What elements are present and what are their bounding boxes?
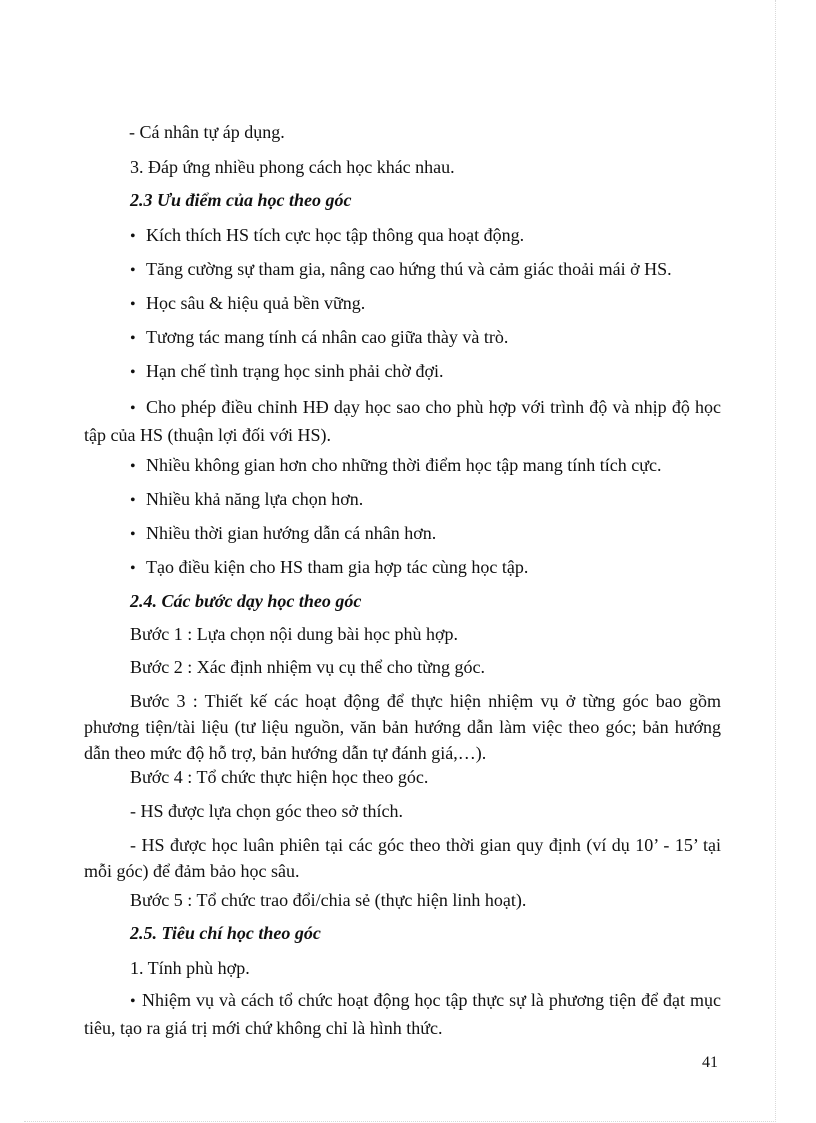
bullet-item: • Cho phép điều chỉnh HĐ dạy học sao cho phù hợp với trình độ và nhịp độ học tập của HS (thuận lợi đối với HS). xyxy=(84,397,721,445)
bullet-item: • Nhiều thời gian hướng dẫn cá nhân hơn. xyxy=(130,523,437,543)
bullet-icon: • xyxy=(130,993,136,1010)
bullet-icon: • xyxy=(130,330,136,347)
bullet-icon: • xyxy=(130,400,136,417)
bullet-icon: • xyxy=(130,492,136,509)
step-line: Bước 1 : Lựa chọn nội dung bài học phù hợp. xyxy=(130,624,458,644)
bullet-item: • Nhiều không gian hơn cho những thời điểm học tập mang tính tích cực. xyxy=(130,455,662,475)
bullet-icon: • xyxy=(130,560,136,577)
section-heading: 2.5. Tiêu chí học theo góc xyxy=(130,923,321,943)
bullet-item: • Nhiệm vụ và cách tổ chức hoạt động học tập thực sự là phương tiện để đạt mục tiêu, tạo ra giá trị mới chứ không chỉ là hình thức. xyxy=(84,990,721,1038)
bullet-item: • Học sâu & hiệu quả bền vững. xyxy=(130,293,366,313)
bullet-item: • Kích thích HS tích cực học tập thông qua hoạt động. xyxy=(130,225,525,245)
step-line: Bước 2 : Xác định nhiệm vụ cụ thể cho từng góc. xyxy=(130,657,485,677)
bullet-icon: • xyxy=(130,296,136,313)
bullet-item: • Tăng cường sự tham gia, nâng cao hứng thú và cảm giác thoải mái ở HS. xyxy=(130,259,672,279)
text-paragraph: - HS được học luân phiên tại các góc theo thời gian quy định (ví dụ 10’ - 15’ tại mỗi góc) để đảm bảo học sâu. xyxy=(84,835,721,881)
text-line: 3. Đáp ứng nhiều phong cách học khác nhau. xyxy=(130,157,455,177)
bullet-icon: • xyxy=(130,458,136,475)
text-line: 1. Tính phù hợp. xyxy=(130,958,250,978)
bullet-icon: • xyxy=(130,364,136,381)
bullet-item: • Tạo điều kiện cho HS tham gia hợp tác cùng học tập. xyxy=(130,557,529,577)
bullet-icon: • xyxy=(130,262,136,279)
step-paragraph: Bước 3 : Thiết kế các hoạt động để thực hiện nhiệm vụ ở từng góc bao gồm phương tiện/tài liệu (tư liệu nguồn, văn bản hướng dẫn làm việc theo góc; bản hướng dẫn theo mức độ hỗ trợ, bản hướng dẫn tự đánh giá,…). xyxy=(84,691,721,763)
bullet-icon: • xyxy=(130,526,136,543)
section-heading: 2.4. Các bước dạy học theo góc xyxy=(130,591,362,611)
text-line: - Cá nhân tự áp dụng. xyxy=(129,122,285,142)
step-line: Bước 4 : Tổ chức thực hiện học theo góc. xyxy=(130,767,429,787)
text-line: - HS được lựa chọn góc theo sở thích. xyxy=(130,801,403,821)
section-heading: 2.3 Ưu điểm của học theo góc xyxy=(130,190,352,210)
page-number: 41 xyxy=(702,1054,718,1071)
bullet-icon: • xyxy=(130,228,136,245)
bullet-item: • Nhiều khả năng lựa chọn hơn. xyxy=(130,489,364,509)
step-line: Bước 5 : Tổ chức trao đổi/chia sẻ (thực hiện linh hoạt). xyxy=(130,890,527,910)
bullet-item: • Tương tác mang tính cá nhân cao giữa thày và trò. xyxy=(130,327,509,347)
bullet-item: • Hạn chế tình trạng học sinh phải chờ đợi. xyxy=(130,361,444,381)
